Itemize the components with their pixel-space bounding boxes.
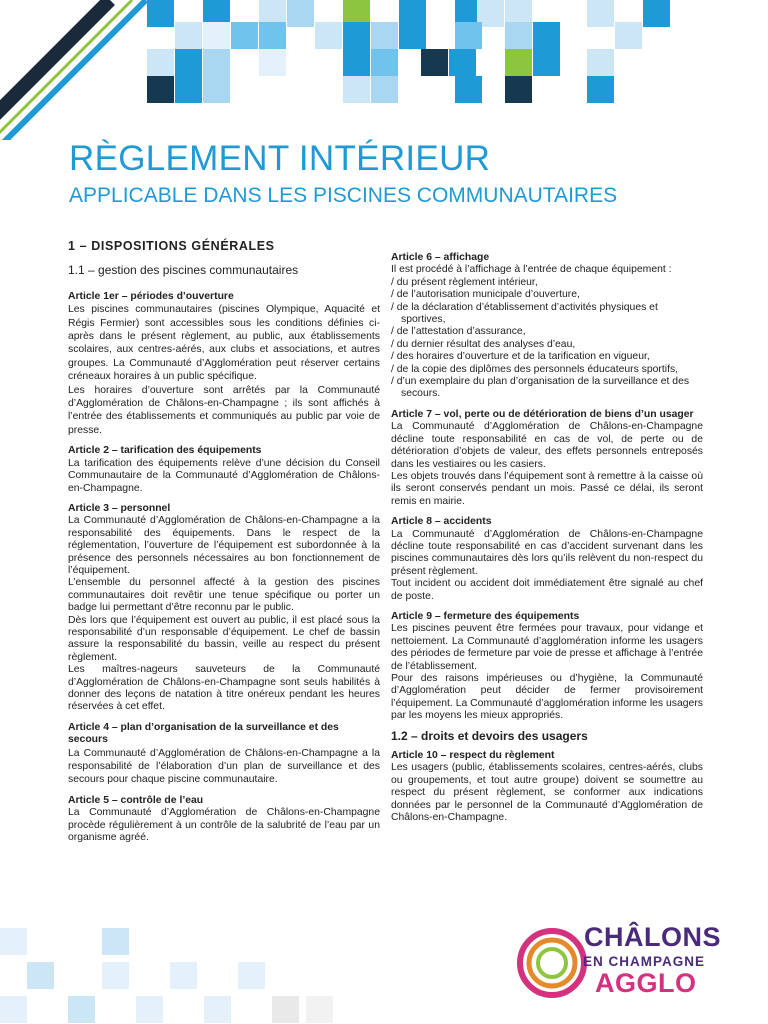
page-subtitle: APPLICABLE DANS LES PISCINES COMMUNAUTAIRES [69,184,618,207]
article-text: Les objets trouvés dans l’équipement sont à remettre à la caisse où ils seront conservés pendant un mois. Passé ce délai, ils seront remis en mairie. [391,470,703,507]
article-text: La tarification des équipements relève d’une décision du Conseil Communautaire de la Communauté d’Agglomération de Châlons-en-Champagne. [68,457,380,494]
article-title: Article 10 – respect du règlement [391,750,555,762]
article-text: Les horaires d’ouverture sont arrêtés par la Communauté d’Agglomération de Châlons-en-Champagne ; ils sont affichés à l’entrée des établissements et communiqués au public par voie de presse. [68,384,380,436]
article-text: Dès lors que l’équipement est ouvert au public, il est placé sous la responsabilité d’un responsable d’équipement. Le chef de bassin assure la responsabilité du bassin, veille au respect du présent règlement. [68,614,380,663]
article-text: La Communauté d’Agglomération de Châlons-en-Champagne décline toute responsabilité en cas de vol, de perte ou de détérioration d’objets de valeur, des effets personnels entreposés dans les vestiaires ou les casiers. [391,421,703,470]
article-text: Pour des raisons impérieuses ou d’hygiène, la Communauté d’Agglomération peut décider de fermer provisoirement l’équipement. La Communauté d’agglomération informe les usagers par les moyens les mieux appropriés. [391,673,703,722]
display-list [391,277,703,401]
left-column [68,240,380,844]
list-item: / de l’autorisation municipale d’ouverture, [391,289,580,301]
article-title: Article 9 – fermeture des équipements [391,610,580,622]
article-text: Les usagers (public, établissements scolaires, centres-aérés, clubs ou groupements, et tout autre groupe) doivent se soumettre au respect du présent règlement, se conformer aux indications données par le personnel de la Communauté d’Agglomération de Châlons-en-Champagne. [391,762,703,824]
article-text: Les piscines peuvent être fermées pour travaux, pour vidange et nettoiement. La Communauté d’agglomération informe les usagers des périodes de fermeture par voie de presse et affichage à l’entrée de l’établissement. [391,623,703,672]
page-title: RÈGLEMENT INTÉRIEUR [69,139,491,178]
list-item: / du présent règlement intérieur, [391,276,538,288]
list-item: / des horaires d’ouverture et de la tarification en vigueur, [391,351,650,363]
list-item: / du dernier résultat des analyses d’eau, [391,338,576,350]
article-title: Article 7 – vol, perte ou de détérioration de biens d’un usager [391,408,694,420]
subsection-heading: 1.1 – gestion des piscines communautaires [68,263,299,278]
article-text: La Communauté d’Agglomération de Châlons-en-Champagne décline toute responsabilité en cas d’accident survenant dans les piscines communautaires dès lors qu’ils relèvent du non-respect du présent règlement. [391,528,703,577]
list-item: / de la copie des diplômes des personnels éducateurs sportifs, [391,363,679,375]
article-title: Article 5 – contrôle de l’eau [68,794,204,806]
article-text: Tout incident ou accident doit immédiatement être signalé au chef de poste. [391,578,703,602]
logo-text: CHÂLONS [584,922,721,952]
article-text: Il est procédé à l’affichage à l’entrée de chaque équipement : [391,264,672,276]
logo-text: AGGLO [595,968,697,998]
section-heading: 1 – DISPOSITIONS GÉNÉRALES [68,239,275,253]
article-title: Article 1er – périodes d’ouverture [68,290,234,302]
list-item: / d’un exemplaire du plan d’organisation de la surveillance et des secours. [391,376,690,400]
subsection-heading: 1.2 – droits et devoirs des usagers [391,728,588,743]
logo-text: EN CHAMPAGNE [583,954,706,969]
list-item: / de l’attestation d’assurance, [391,326,526,338]
article-title: Article 8 – accidents [391,516,492,528]
article-title: Article 6 – affichage [391,252,490,263]
list-item: / de la déclaration d’établissement d’activités physiques et sportives, [391,301,658,326]
right-column [391,252,703,824]
article-text: L’ensemble du personnel affecté à la gestion des piscines communautaires doit revêtir une tenue spécifique ou porter un badge lui permettant d’être reconnu par le public. [68,577,380,614]
article-title: Article 3 – personnel [68,502,171,514]
decorative-stripes [0,0,160,140]
article-title: Article 2 – tarification des équipements [68,445,262,457]
article-title: Article 4 – plan d’organisation de la surveillance et des secours [68,721,339,746]
article-text: Les piscines communautaires (piscines Olympique, Aquacité et Régis Fermier) sont accessibles sous les conditions définies ci-après dans le présent règlement, au public, aux établissements scolaires, aux centres-aérés, aux clubs et associations, et autres groupes. La Communauté d’Agglomération peut réserver certains créneaux horaires à un public spécifique. [68,304,380,383]
article-text: Les maîtres-nageurs sauveteurs de la Communauté d’Agglomération de Châlons-en-Champagne sont seuls habilités à donner des leçons de natation à titre onéreux pendant les heures réservées à cet effet. [68,664,380,713]
article-text: La Communauté d’Agglomération de Châlons-en-Champagne a la responsabilité de l’élaboration d’un plan de surveillance et des secours pour chaque piscine communautaire. [68,747,380,786]
article-text: La Communauté d’Agglomération de Châlons-en-Champagne a la responsabilité des équipements. Dans le respect de la réglementation, l’ouverture de l’équipement est subordonnée à la présence des personnels nécessaires au bon fonctionnement de l’équipement. [68,515,380,576]
article-text: La Communauté d’Agglomération de Châlons-en-Champagne procède régulièrement à un contrôle de la salubrité de l’eau par un organisme agréé. [68,807,380,844]
